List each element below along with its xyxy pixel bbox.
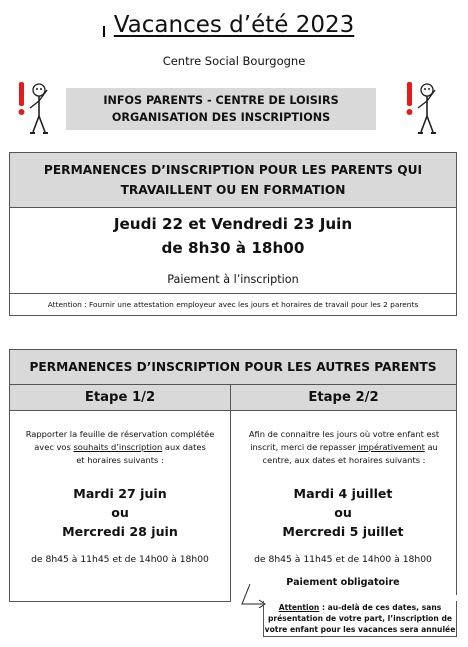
step-2-panel [230, 410, 457, 595]
heading-line-2: TRAVAILLENT OU EN FORMATION [120, 183, 346, 197]
page-title-text: Vacances d’été 2023 [113, 12, 355, 38]
step-2-title: Etape 2/2 [230, 385, 457, 411]
step-2-hours: de 8h45 à 11h45 et de 14h00 à 18h00 [254, 554, 432, 565]
registration-hours: de 8h30 à 18h00 [161, 239, 305, 257]
step-1-text-line [10, 441, 230, 454]
banner-line-2: ORGANISATION DES INSCRIPTIONS [111, 111, 331, 124]
attention-label: Attention [278, 603, 320, 612]
exclamation-mascot-icon [404, 78, 440, 138]
exclamation-mascot-icon [16, 78, 52, 138]
text-fragment: : au-delà de ces dates, sans [319, 603, 442, 612]
step-2-text-line [234, 441, 454, 454]
step-2-date-2: Mercredi 5 juillet [282, 524, 404, 539]
text-fragment: aux dates [162, 442, 206, 452]
step-2-text-line: centre, aux dates et horaires suivants : [262, 455, 426, 465]
step-1-or: ou [111, 505, 129, 520]
text-fragment: au [424, 442, 438, 452]
step-2-date-1: Mardi 4 juillet [293, 486, 393, 501]
working-parents-heading [10, 153, 456, 208]
other-parents-heading: PERMANENCES D’INSCRIPTION POUR LES AUTRES PARENTS [9, 349, 457, 385]
step-2-text-line: Afin de connaitre les jours où votre enfant est [248, 429, 440, 439]
attention-note: Attention : Fournir une attestation employeur avec les jours et horaires de travail pour les 2 parents [10, 293, 456, 316]
underlined-text: souhaits d’inscription [73, 442, 163, 452]
warning-line-2: présentation de votre part, l’inscription de [267, 614, 453, 623]
underlined-text: impérativement [358, 442, 425, 452]
step-2-or: ou [334, 505, 352, 520]
payment-note: Paiement à l’inscription [167, 273, 299, 286]
banner-line-1: INFOS PARENTS - CENTRE DE LOISIRS [103, 94, 339, 107]
step-1-date-1: Mardi 27 juin [73, 486, 167, 501]
page-title [0, 12, 468, 38]
step-1-panel [9, 410, 231, 602]
working-parents-section [9, 152, 457, 316]
step-1-hours: de 8h45 à 11h45 et de 14h00 à 18h00 [31, 554, 209, 565]
subtitle: Centre Social Bourgogne [162, 54, 306, 68]
text-fragment: avec vos [34, 442, 74, 452]
step-1-text-line: et horaires suivants : [76, 455, 164, 465]
step-2-instructions [234, 428, 454, 467]
warning-line-1 [264, 602, 456, 613]
step-1-title: Etape 1/2 [9, 385, 231, 411]
registration-dates: Jeudi 22 et Vendredi 23 Juin [113, 215, 353, 233]
warning-line-3: votre enfant pour les vacances sera annulée [264, 625, 456, 634]
heading-line-1: PERMANENCES D’INSCRIPTION POUR LES PARENTS QUI [43, 163, 423, 177]
mandatory-payment: Paiement obligatoire [286, 577, 400, 588]
cancellation-warning [263, 601, 457, 637]
text-fragment: inscrit, merci de repasser [250, 442, 359, 452]
info-banner [66, 88, 376, 130]
step-1-text-line: Rapporter la feuille de réservation complétée [25, 429, 215, 439]
step-1-instructions [10, 428, 230, 467]
step-1-date-2: Mercredi 28 juin [62, 524, 178, 539]
